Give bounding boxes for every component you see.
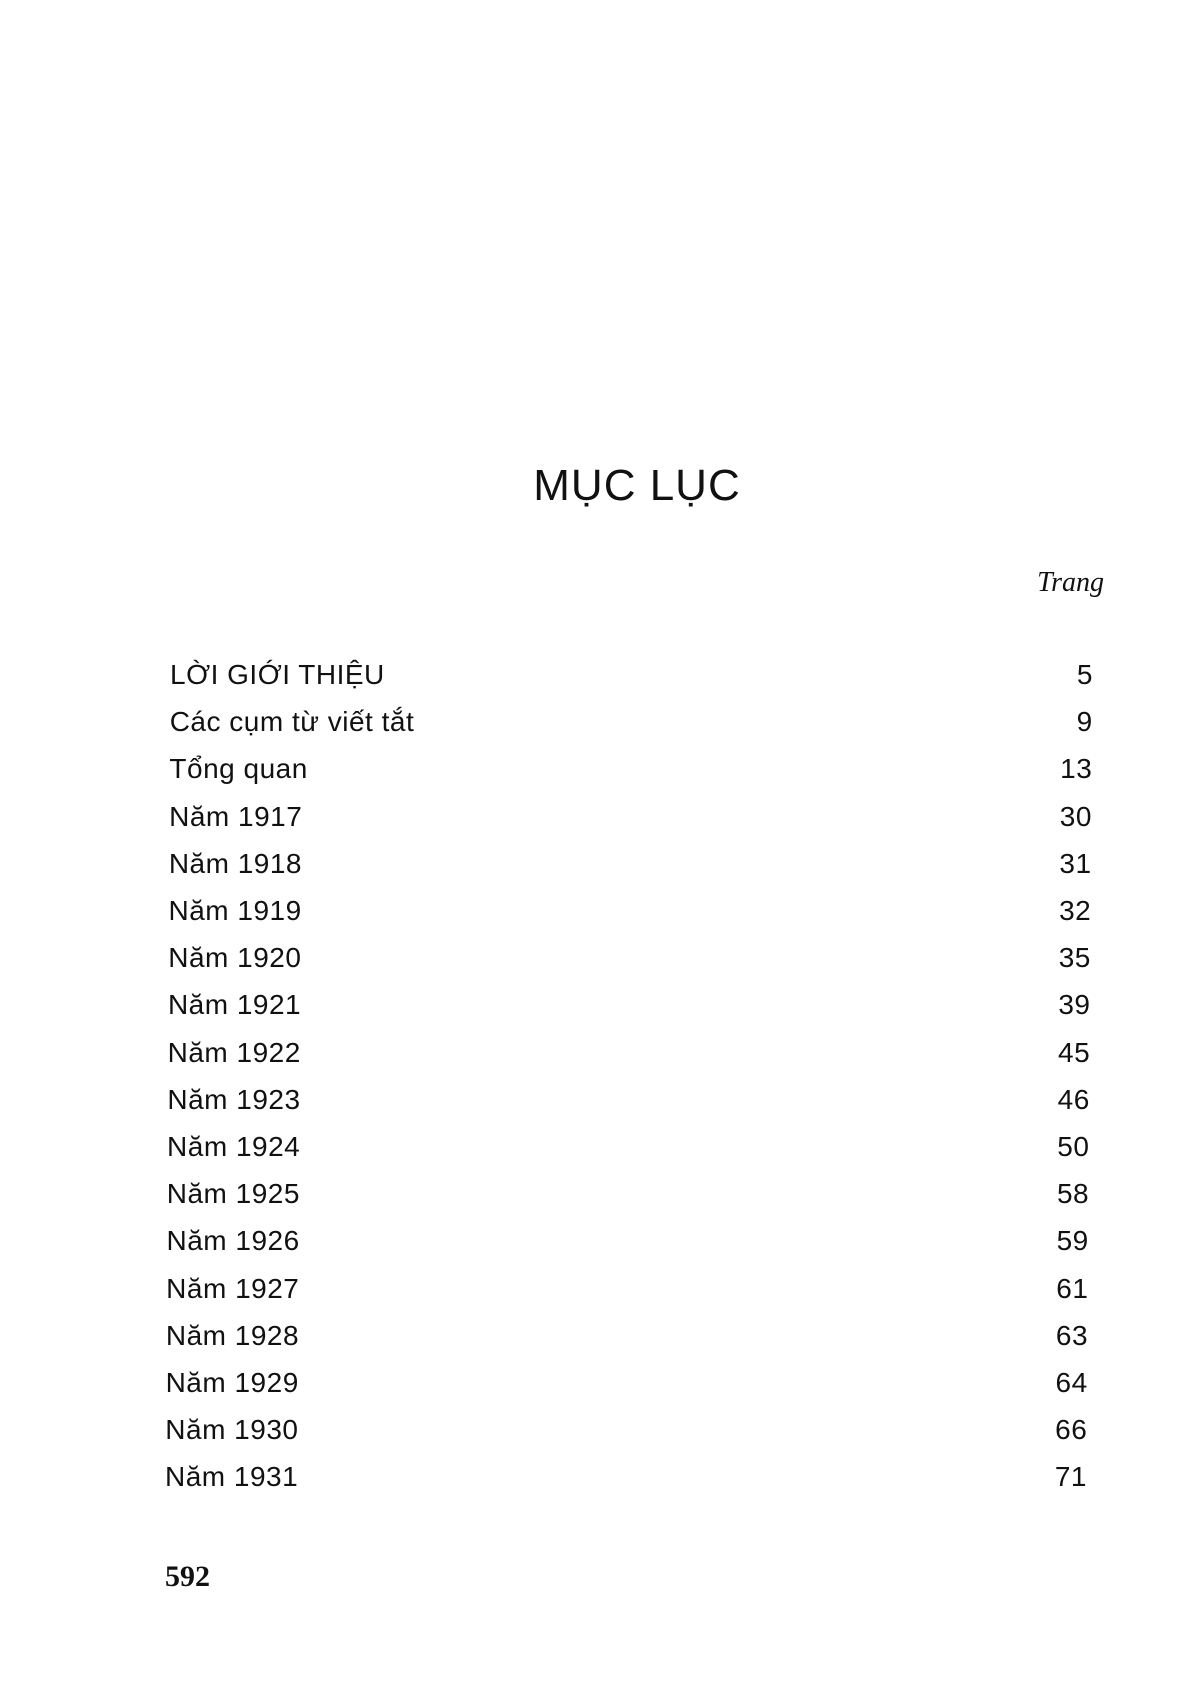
toc-entry[interactable] <box>167 1080 1089 1120</box>
toc-entry-page: 45 <box>1058 1036 1091 1068</box>
toc-entry[interactable] <box>166 1316 1088 1356</box>
toc-entry-label: Năm 1926 <box>166 1225 300 1257</box>
toc-entry[interactable] <box>169 749 1092 789</box>
page-column-header: Trang <box>1037 567 1104 598</box>
page-title: MỤC LỤC <box>533 461 741 510</box>
toc-entry-label: Năm 1922 <box>167 1036 301 1068</box>
toc-entry-label: Năm 1921 <box>167 989 302 1021</box>
toc-entry-label: Năm 1917 <box>169 800 303 832</box>
toc-entry[interactable] <box>169 797 1092 837</box>
toc-entry[interactable] <box>169 891 1092 931</box>
toc-entry-label: Năm 1927 <box>166 1272 300 1304</box>
toc-entry[interactable] <box>167 1174 1089 1214</box>
toc-entry[interactable] <box>165 1410 1087 1450</box>
toc-entry[interactable] <box>169 844 1092 884</box>
toc-entry-label: Năm 1925 <box>166 1178 300 1210</box>
toc-entry-label: Năm 1920 <box>168 942 302 974</box>
toc-entry[interactable] <box>168 938 1091 978</box>
toc-entry-page: 66 <box>1055 1414 1088 1446</box>
toc-entry-page: 9 <box>1076 706 1093 738</box>
toc-entry-label: Năm 1929 <box>165 1367 299 1398</box>
toc-entry-page: 63 <box>1055 1319 1089 1351</box>
toc-entry-page: 13 <box>1060 753 1093 785</box>
toc-entry-label: Năm 1918 <box>168 847 302 879</box>
toc-entry-label: Năm 1928 <box>165 1319 300 1351</box>
toc-entry-label: Tổng quan <box>169 753 308 785</box>
toc-entry-page: 64 <box>1055 1367 1088 1398</box>
toc-entry-label: Năm 1923 <box>167 1083 301 1115</box>
toc-entry-page: 30 <box>1059 800 1092 832</box>
toc-entry[interactable] <box>168 1033 1091 1073</box>
toc-entry-label: Năm 1930 <box>165 1414 299 1446</box>
toc-entry-page: 35 <box>1058 942 1091 974</box>
toc-entry-page: 71 <box>1054 1461 1087 1493</box>
toc-entry-page: 31 <box>1059 847 1092 879</box>
toc-entry[interactable] <box>168 985 1091 1025</box>
toc-entry-page: 58 <box>1056 1178 1090 1210</box>
toc-entry[interactable] <box>166 1269 1088 1309</box>
toc-entry-label: Năm 1924 <box>167 1131 301 1162</box>
toc-entry-page: 59 <box>1056 1225 1089 1257</box>
toc-entry-label: Năm 1919 <box>168 895 302 926</box>
toc-entry[interactable] <box>166 1363 1088 1403</box>
toc-entry[interactable] <box>165 1457 1087 1497</box>
toc-entry[interactable] <box>170 702 1093 742</box>
toc-entry-page: 5 <box>1076 659 1093 690</box>
toc-entry-page: 39 <box>1058 989 1091 1021</box>
toc-entry-page: 50 <box>1057 1131 1090 1162</box>
toc-entry-label: Các cụm từ viết tắt <box>169 706 415 738</box>
toc-entry-label: Năm 1931 <box>165 1461 299 1493</box>
page-number: 592 <box>165 1560 210 1593</box>
toc-entry-label: LỜI GIỚI THIỆU <box>170 659 385 690</box>
toc-entry-page: 32 <box>1059 895 1092 926</box>
toc-entry[interactable] <box>166 1221 1088 1261</box>
toc-entry[interactable] <box>170 655 1093 695</box>
toc-entry-page: 46 <box>1057 1083 1090 1115</box>
toc-entry[interactable] <box>167 1127 1089 1167</box>
toc-entry-page: 61 <box>1056 1272 1089 1304</box>
